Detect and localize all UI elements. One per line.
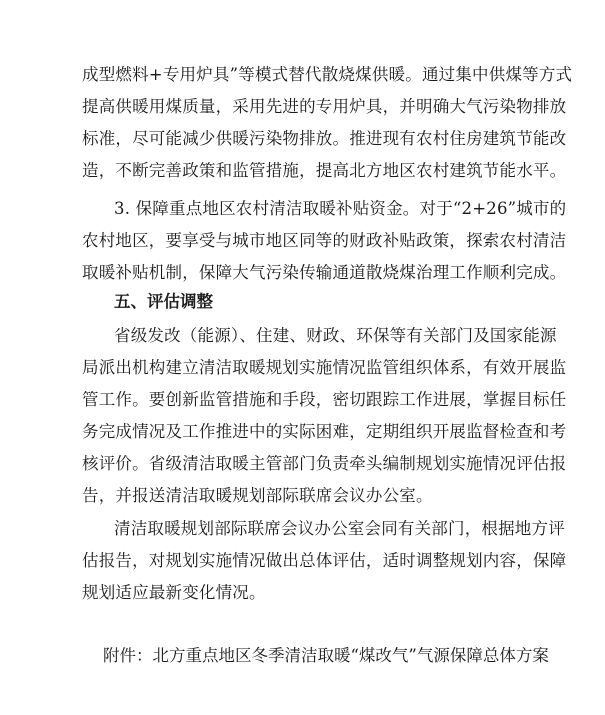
section-heading: 五、评估调整 [114, 292, 213, 311]
paragraph-2-line-2: 农村地区，要享受与城市地区同等的财政补贴政策，探索农村清洁 [82, 231, 567, 250]
paragraph-4-line-1: 清洁取暖规划部际联席会议办公室会同有关部门，根据地方评 [114, 519, 565, 538]
paragraph-2-line-3: 取暖补贴机制，保障大气污染传输通道散烧煤治理工作顺利完成。 [82, 263, 567, 282]
paragraph-3-line-1: 省级发改（能源）、住建、财政、环保等有关部门及国家能源 [114, 326, 557, 345]
paragraph-4-line-2: 估报告，对规划实施情况做出总体评估，适时调整规划内容，保障 [82, 551, 567, 570]
paragraph-1-line-3: 标准，尽可能减少供暖污染物排放。推进现有农村住房建筑节能改 [82, 129, 567, 148]
paragraph-1-line-1: 成型燃料+专用炉具”等模式替代散烧煤供暖。通过集中供煤等方式 [82, 65, 573, 84]
paragraph-4-line-3: 规划适应最新变化情况。 [82, 583, 266, 602]
paragraph-3-line-4: 务完成情况及工作推进中的实际困难，定期组织开展监督检查和考 [82, 422, 567, 441]
paragraph-1-line-2: 提高供暖用煤质量，采用先进的专用炉具，并明确大气污染物排放 [82, 97, 567, 116]
paragraph-3-line-5: 核评价。省级清洁取暖主管部门负责牵头编制规划实施情况评估报 [82, 454, 567, 473]
paragraph-3-line-2: 局派出机构建立清洁取暖规划实施情况监管组织体系，有效开展监 [82, 358, 567, 377]
attachment-note: 附件：北方重点地区冬季清洁取暖“煤改气”气源保障总体方案 [103, 646, 549, 665]
paragraph-1-line-4: 造，不断完善政策和监管措施，提高北方地区农村建筑节能水平。 [82, 161, 567, 180]
paragraph-2-line-1: 3. 保障重点地区农村清洁取暖补贴资金。对于“2+26”城市的 [114, 199, 567, 218]
paragraph-3-line-3: 管工作。要创新监管措施和手段，密切跟踪工作进展，掌握目标任 [82, 390, 567, 409]
paragraph-3-line-6: 告，并报送清洁取暖规划部际联席会议办公室。 [82, 486, 433, 505]
